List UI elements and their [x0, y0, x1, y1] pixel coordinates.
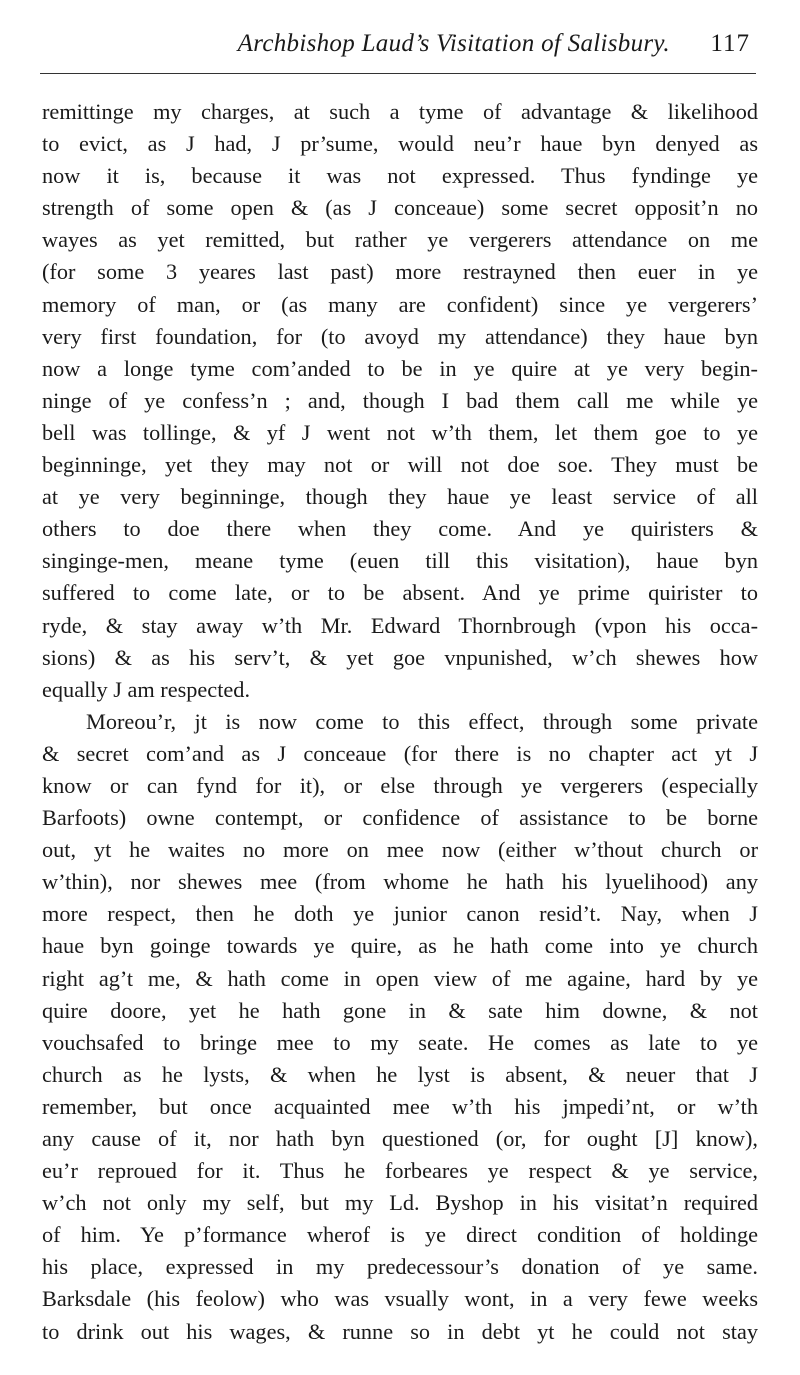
text-line: now a longe tyme com’anded to be in ye quire at ye very begin-	[42, 355, 758, 381]
text-line: singinge-men, meane tyme (euen till this visitation), haue byn	[42, 548, 758, 574]
text-line: remittinge my charges, at such a tyme of advantage & likelihood	[42, 99, 758, 124]
text-line: his place, expressed in my predecessour’s donation of ye same.	[42, 1254, 758, 1280]
text-line: memory of man, or (as many are confident) since ye vergerers’	[42, 291, 758, 317]
text-line: now it is, because it was not expressed. Thus fyndinge ye	[42, 163, 758, 189]
text-line: wayes as yet remitted, but rather ye vergerers attendance on me	[42, 227, 758, 253]
body-text	[42, 96, 758, 1348]
text-line: (for some 3 yeares last past) more restrayned then euer in ye	[42, 259, 758, 285]
text-line: at ye very beginninge, though they haue ye least service of all	[42, 484, 758, 510]
running-head	[40, 26, 760, 66]
text-line: eu’r reproued for it. Thus he forbeares ye respect & ye service,	[42, 1158, 758, 1184]
text-line: to evict, as J had, J pr’sume, would neu’r haue byn denyed as	[42, 131, 758, 157]
text-line: church as he lysts, & when he lyst is absent, & neuer that J	[42, 1061, 758, 1087]
text-line: Barfoots) owne contempt, or confidence of assistance to be borne	[42, 805, 758, 831]
text-line: Barksdale (his feolow) who was vsually wont, in a very fewe weeks	[42, 1286, 758, 1312]
text-line: ninge of ye confess’n ; and, though I bad them call me while ye	[42, 387, 758, 413]
text-line: vouchsafed to bringe mee to my seate. He comes as late to ye	[42, 1029, 758, 1055]
page-number: 117	[710, 30, 750, 57]
text-line: beginninge, yet they may not or will not doe soe. They must be	[42, 452, 758, 478]
text-line: & secret com’and as J conceaue (for there is no chapter act yt J	[42, 740, 758, 766]
text-line: more respect, then he doth ye junior canon resid’t. Nay, when J	[42, 901, 758, 927]
text-line: ryde, & stay away w’th Mr. Edward Thornbrough (vpon his occa-	[42, 612, 758, 638]
text-line: right ag’t me, & hath come in open view of me againe, hard by ye	[42, 965, 758, 991]
text-line: remember, but once acquainted mee w’th his jmpedi’nt, or w’th	[42, 1093, 758, 1119]
text-line: quire doore, yet he hath gone in & sate him downe, & not	[42, 997, 758, 1023]
text-line: bell was tollinge, & yf J went not w’th them, let them goe to ye	[42, 419, 758, 445]
text-line: very first foundation, for (to avoyd my attendance) they haue byn	[42, 323, 758, 349]
text-line: equally J am respected.	[42, 676, 251, 702]
text-line: strength of some open & (as J conceaue) some secret opposit’n no	[42, 195, 758, 221]
text-line: out, yt he waites no more on mee now (either w’thout church or	[42, 837, 758, 863]
header-rule	[40, 73, 756, 74]
text-line: w’thin), nor shewes mee (from whome he hath his lyuelihood) any	[42, 869, 758, 895]
text-line: sions) & as his serv’t, & yet goe vnpunished, w’ch shewes how	[42, 644, 758, 670]
text-line: to drink out his wages, & runne so in debt yt he could not stay	[42, 1318, 758, 1344]
text-line: know or can fynd for it), or else through ye vergerers (especially	[42, 772, 758, 798]
running-head-title: Archbishop Laud’s Visitation of Salisbury.	[237, 30, 670, 57]
text-line: of him. Ye p’formance wherof is ye direct condition of holdinge	[42, 1222, 758, 1248]
text-line: Moreou’r, jt is now come to this effect, through some private	[86, 708, 758, 734]
text-line: any cause of it, nor hath byn questioned (or, for ought [J] know),	[42, 1126, 758, 1151]
text-line: suffered to come late, or to be absent. And ye prime quirister to	[42, 580, 758, 606]
text-line: w’ch not only my self, but my Ld. Byshop in his visitat’n required	[42, 1190, 758, 1216]
text-line: haue byn goinge towards ye quire, as he hath come into ye church	[42, 933, 758, 959]
text-line: others to doe there when they come. And ye quiristers &	[42, 516, 758, 542]
